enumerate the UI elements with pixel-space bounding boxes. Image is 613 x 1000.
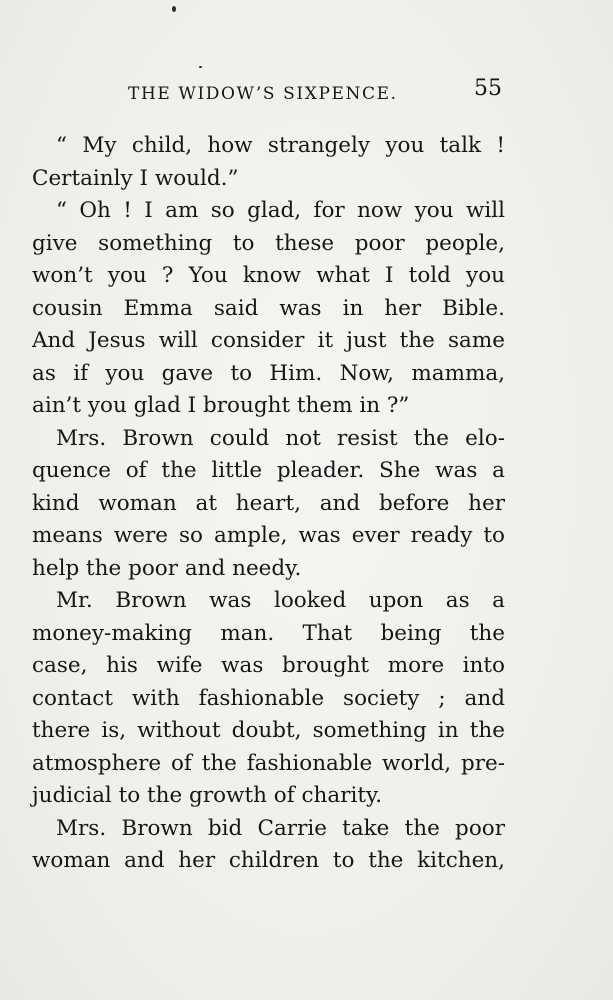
running-title: THE WIDOW’S SIXPENCE. bbox=[128, 84, 398, 104]
text-line: help the poor and needy. bbox=[32, 555, 302, 581]
body-text bbox=[32, 130, 505, 878]
text-line: there is, without doubt, something in the bbox=[32, 718, 505, 743]
text-line: And Jesus will consider it just the same bbox=[32, 328, 505, 353]
text-line: “ Oh ! I am so glad, for now you will bbox=[56, 198, 505, 223]
text-line: give something to these poor people, bbox=[32, 230, 505, 256]
page-number: 55 bbox=[474, 76, 502, 101]
text-line: quence of the little pleader. She was a bbox=[32, 458, 505, 483]
text-line: atmosphere of the fashionable world, pre- bbox=[32, 750, 505, 776]
text-line: won’t you ? You know what I told you bbox=[32, 263, 505, 288]
text-line: cousin Emma said was in her Bible. bbox=[32, 295, 505, 321]
text-line: case, his wife was brought more into bbox=[32, 653, 505, 678]
text-line: contact with fashionable society ; and bbox=[32, 685, 505, 711]
text-line: woman and her children to the kitchen, bbox=[32, 848, 505, 873]
ink-speck bbox=[172, 6, 176, 12]
text-line: “ My child, how strangely you talk ! bbox=[56, 133, 505, 158]
ink-speck bbox=[199, 66, 202, 68]
text-line: judicial to the growth of charity. bbox=[32, 783, 383, 808]
text-line: as if you gave to Him. Now, mamma, bbox=[32, 360, 505, 386]
text-line: Mr. Brown was looked upon as a bbox=[56, 588, 505, 613]
text-line: Certainly I would.” bbox=[32, 165, 239, 191]
text-line: money-making man. That being the bbox=[32, 620, 505, 646]
text-line: Mrs. Brown bid Carrie take the poor bbox=[56, 815, 505, 841]
text-line: means were so ample, was ever ready to bbox=[32, 523, 505, 548]
text-line: kind woman at heart, and before her bbox=[32, 490, 505, 516]
text-line: ain’t you glad I brought them in ?” bbox=[32, 393, 410, 418]
text-line: Mrs. Brown could not resist the elo- bbox=[56, 425, 505, 451]
running-head bbox=[0, 74, 613, 108]
